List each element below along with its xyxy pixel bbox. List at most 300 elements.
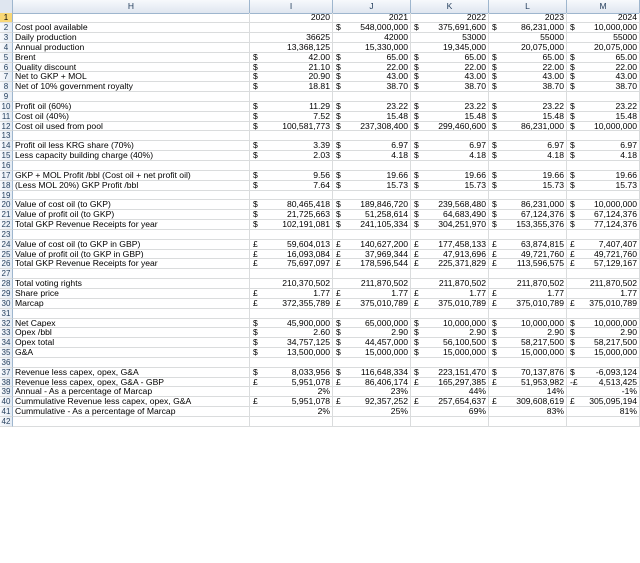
row-header[interactable]: 11 [0,112,13,122]
value-cell[interactable] [411,279,489,289]
value-cell[interactable] [250,319,333,329]
row-label-cell[interactable]: Revenue less capex, opex, G&A - GBP [13,378,250,388]
row-label-cell[interactable]: Revenue less capex, opex, G&A [13,368,250,378]
value-cell[interactable] [411,33,489,43]
value-cell[interactable] [333,289,411,299]
value-cell[interactable] [489,407,567,417]
value-cell[interactable] [489,122,567,132]
value-cell[interactable] [411,338,489,348]
value-cell[interactable] [411,368,489,378]
row-label-cell[interactable] [13,309,250,319]
value-cell[interactable] [567,200,640,210]
value-cell[interactable] [411,309,489,319]
row-header[interactable]: 42 [0,417,13,427]
value-cell[interactable] [489,368,567,378]
row-header[interactable]: 33 [0,328,13,338]
value-cell[interactable] [411,53,489,63]
value-cell[interactable] [567,240,640,250]
row-label-cell[interactable] [13,230,250,240]
value-cell[interactable] [250,407,333,417]
row-label-cell[interactable] [13,131,250,141]
row-header[interactable]: 31 [0,309,13,319]
value-cell[interactable] [567,309,640,319]
row-header[interactable]: 21 [0,210,13,220]
value-cell[interactable] [250,397,333,407]
value-cell[interactable] [489,397,567,407]
value-cell[interactable] [567,328,640,338]
row-header[interactable]: 15 [0,151,13,161]
value-cell[interactable] [411,151,489,161]
value-cell[interactable] [250,240,333,250]
value-cell[interactable] [489,82,567,92]
value-cell[interactable] [411,230,489,240]
value-cell[interactable] [411,417,489,427]
value-cell[interactable] [567,210,640,220]
row-label-cell[interactable]: Marcap [13,299,250,309]
row-header[interactable]: 39 [0,387,13,397]
value-cell[interactable] [333,387,411,397]
value-cell[interactable] [489,289,567,299]
row-header[interactable]: 38 [0,378,13,388]
value-cell[interactable] [250,210,333,220]
value-cell[interactable] [250,92,333,102]
value-cell[interactable] [489,151,567,161]
value-cell[interactable] [489,309,567,319]
value-cell[interactable] [411,122,489,132]
value-cell[interactable] [567,230,640,240]
row-label-cell[interactable]: Opex /bbl [13,328,250,338]
row-header[interactable]: 24 [0,240,13,250]
value-cell[interactable] [489,358,567,368]
value-cell[interactable] [411,250,489,260]
value-cell[interactable] [411,378,489,388]
row-label-cell[interactable]: Net of 10% government royalty [13,82,250,92]
value-cell[interactable] [411,200,489,210]
value-cell[interactable] [567,131,640,141]
value-cell[interactable] [489,417,567,427]
value-cell[interactable] [333,358,411,368]
value-cell[interactable] [250,191,333,201]
row-header[interactable]: 26 [0,259,13,269]
value-cell[interactable] [411,328,489,338]
value-cell[interactable] [333,92,411,102]
value-cell[interactable] [250,63,333,73]
value-cell[interactable] [250,131,333,141]
row-header[interactable]: 3 [0,33,13,43]
value-cell[interactable] [333,191,411,201]
row-label-cell[interactable]: Quality discount [13,63,250,73]
value-cell[interactable] [333,269,411,279]
value-cell[interactable] [411,269,489,279]
row-header[interactable]: 35 [0,348,13,358]
value-cell[interactable] [411,131,489,141]
value-cell[interactable] [489,210,567,220]
value-cell[interactable] [567,72,640,82]
value-cell[interactable] [567,407,640,417]
value-cell[interactable] [567,161,640,171]
row-header[interactable]: 6 [0,63,13,73]
value-cell[interactable] [489,328,567,338]
value-cell[interactable] [411,181,489,191]
value-cell[interactable] [333,279,411,289]
value-cell[interactable] [411,348,489,358]
value-cell[interactable] [250,112,333,122]
column-header-M[interactable]: M [567,0,640,13]
value-cell[interactable] [250,417,333,427]
value-cell[interactable] [411,102,489,112]
value-cell[interactable] [333,151,411,161]
row-label-cell[interactable]: Total GKP Revenue Receipts for year [13,259,250,269]
value-cell[interactable] [489,348,567,358]
row-label-cell[interactable]: Annual production [13,43,250,53]
row-label-cell[interactable]: Value of profit oil (to GKP) [13,210,250,220]
value-cell[interactable] [489,250,567,260]
value-cell[interactable] [333,141,411,151]
value-cell[interactable] [250,269,333,279]
value-cell[interactable] [333,259,411,269]
value-cell[interactable] [411,63,489,73]
value-cell[interactable] [489,171,567,181]
value-cell[interactable] [489,63,567,73]
value-cell[interactable] [411,289,489,299]
value-cell[interactable] [567,171,640,181]
value-cell[interactable] [333,63,411,73]
column-header-H[interactable]: H [13,0,250,13]
value-cell[interactable] [333,122,411,132]
value-cell[interactable] [567,13,640,23]
column-header-K[interactable]: K [411,0,489,13]
value-cell[interactable] [333,407,411,417]
value-cell[interactable] [567,220,640,230]
row-header[interactable]: 2 [0,23,13,33]
value-cell[interactable] [250,348,333,358]
value-cell[interactable] [411,387,489,397]
row-header[interactable]: 1 [0,13,13,23]
value-cell[interactable] [333,378,411,388]
value-cell[interactable] [567,43,640,53]
value-cell[interactable] [250,279,333,289]
value-cell[interactable] [250,368,333,378]
value-cell[interactable] [567,181,640,191]
value-cell[interactable] [411,299,489,309]
value-cell[interactable] [567,417,640,427]
row-label-cell[interactable]: Cummulative - As a percentage of Marcap [13,407,250,417]
value-cell[interactable] [411,220,489,230]
value-cell[interactable] [411,13,489,23]
value-cell[interactable] [567,92,640,102]
value-cell[interactable] [489,240,567,250]
row-label-cell[interactable]: G&A [13,348,250,358]
value-cell[interactable] [333,299,411,309]
value-cell[interactable] [411,240,489,250]
value-cell[interactable] [411,23,489,33]
row-header[interactable]: 40 [0,397,13,407]
row-label-cell[interactable] [13,92,250,102]
column-header-I[interactable]: I [250,0,333,13]
value-cell[interactable] [411,141,489,151]
row-label-cell[interactable] [13,161,250,171]
value-cell[interactable] [333,319,411,329]
row-label-cell[interactable]: Total GKP Revenue Receipts for year [13,220,250,230]
value-cell[interactable] [250,309,333,319]
value-cell[interactable] [567,299,640,309]
value-cell[interactable] [489,319,567,329]
column-header-L[interactable]: L [489,0,567,13]
value-cell[interactable] [333,102,411,112]
value-cell[interactable] [489,299,567,309]
row-header[interactable]: 20 [0,200,13,210]
row-header[interactable]: 17 [0,171,13,181]
value-cell[interactable] [333,43,411,53]
value-cell[interactable] [567,122,640,132]
value-cell[interactable] [489,161,567,171]
row-header[interactable]: 19 [0,191,13,201]
value-cell[interactable] [567,23,640,33]
value-cell[interactable] [489,230,567,240]
value-cell[interactable] [567,112,640,122]
value-cell[interactable] [567,141,640,151]
value-cell[interactable] [567,279,640,289]
value-cell[interactable] [489,72,567,82]
value-cell[interactable] [567,348,640,358]
value-cell[interactable] [567,358,640,368]
value-cell[interactable] [333,112,411,122]
value-cell[interactable] [250,230,333,240]
value-cell[interactable] [411,171,489,181]
value-cell[interactable] [333,200,411,210]
row-label-cell[interactable]: (Less MOL 20%) GKP Profit /bbl [13,181,250,191]
value-cell[interactable] [250,141,333,151]
value-cell[interactable] [567,53,640,63]
value-cell[interactable] [333,240,411,250]
row-label-cell[interactable]: Opex total [13,338,250,348]
row-header[interactable]: 14 [0,141,13,151]
row-label-cell[interactable]: Share price [13,289,250,299]
row-header[interactable]: 27 [0,269,13,279]
value-cell[interactable] [250,151,333,161]
value-cell[interactable] [489,181,567,191]
value-cell[interactable] [411,112,489,122]
value-cell[interactable] [567,259,640,269]
row-label-cell[interactable] [13,358,250,368]
row-label-cell[interactable]: Profit oil (60%) [13,102,250,112]
value-cell[interactable] [489,141,567,151]
value-cell[interactable] [411,397,489,407]
value-cell[interactable] [411,43,489,53]
value-cell[interactable] [250,82,333,92]
value-cell[interactable] [250,72,333,82]
row-header[interactable]: 23 [0,230,13,240]
select-all-corner[interactable] [0,0,13,13]
value-cell[interactable] [250,171,333,181]
value-cell[interactable] [489,102,567,112]
value-cell[interactable] [489,279,567,289]
row-label-cell[interactable]: Value of cost oil (to GKP) [13,200,250,210]
row-label-cell[interactable]: Profit oil less KRG share (70%) [13,141,250,151]
value-cell[interactable] [250,13,333,23]
value-cell[interactable] [489,191,567,201]
value-cell[interactable] [489,23,567,33]
value-cell[interactable] [250,250,333,260]
value-cell[interactable] [333,348,411,358]
value-cell[interactable] [567,319,640,329]
value-cell[interactable] [333,220,411,230]
value-cell[interactable] [489,43,567,53]
row-header[interactable]: 5 [0,53,13,63]
value-cell[interactable] [333,171,411,181]
value-cell[interactable] [489,112,567,122]
row-header[interactable]: 32 [0,319,13,329]
value-cell[interactable] [250,289,333,299]
value-cell[interactable] [250,328,333,338]
value-cell[interactable] [250,200,333,210]
value-cell[interactable] [333,417,411,427]
row-header[interactable]: 10 [0,102,13,112]
value-cell[interactable] [333,230,411,240]
value-cell[interactable] [411,191,489,201]
row-label-cell[interactable] [13,13,250,23]
value-cell[interactable] [567,338,640,348]
value-cell[interactable] [567,82,640,92]
row-header[interactable]: 8 [0,82,13,92]
row-label-cell[interactable]: Value of cost oil (to GKP in GBP) [13,240,250,250]
value-cell[interactable] [411,319,489,329]
value-cell[interactable] [333,131,411,141]
value-cell[interactable] [567,378,640,388]
value-cell[interactable] [567,368,640,378]
value-cell[interactable] [567,397,640,407]
value-cell[interactable] [489,269,567,279]
value-cell[interactable] [411,82,489,92]
value-cell[interactable] [411,358,489,368]
value-cell[interactable] [250,23,333,33]
value-cell[interactable] [567,269,640,279]
value-cell[interactable] [333,72,411,82]
value-cell[interactable] [333,82,411,92]
row-header[interactable]: 4 [0,43,13,53]
row-label-cell[interactable]: Cummulative Revenue less capex, opex, G&A [13,397,250,407]
row-label-cell[interactable]: Cost oil (40%) [13,112,250,122]
value-cell[interactable] [333,397,411,407]
value-cell[interactable] [333,309,411,319]
value-cell[interactable] [489,338,567,348]
value-cell[interactable] [567,289,640,299]
value-cell[interactable] [250,299,333,309]
value-cell[interactable] [489,13,567,23]
row-label-cell[interactable]: Brent [13,53,250,63]
value-cell[interactable] [567,33,640,43]
row-label-cell[interactable]: Total voting rights [13,279,250,289]
value-cell[interactable] [489,387,567,397]
value-cell[interactable] [411,92,489,102]
row-label-cell[interactable]: Net Capex [13,319,250,329]
value-cell[interactable] [250,358,333,368]
value-cell[interactable] [250,338,333,348]
row-header[interactable]: 22 [0,220,13,230]
value-cell[interactable] [333,210,411,220]
value-cell[interactable] [250,387,333,397]
row-label-cell[interactable] [13,191,250,201]
value-cell[interactable] [411,72,489,82]
row-label-cell[interactable]: Cost oil used from pool [13,122,250,132]
value-cell[interactable] [250,161,333,171]
row-header[interactable]: 29 [0,289,13,299]
value-cell[interactable] [411,210,489,220]
row-label-cell[interactable]: Net to GKP + MOL [13,72,250,82]
row-header[interactable]: 12 [0,122,13,132]
value-cell[interactable] [567,387,640,397]
value-cell[interactable] [250,102,333,112]
row-label-cell[interactable]: Less capacity building charge (40%) [13,151,250,161]
row-header[interactable]: 16 [0,161,13,171]
row-label-cell[interactable]: Annual - As a percentage of Marcap [13,387,250,397]
row-header[interactable]: 13 [0,131,13,141]
value-cell[interactable] [250,259,333,269]
value-cell[interactable] [250,122,333,132]
value-cell[interactable] [250,43,333,53]
value-cell[interactable] [333,250,411,260]
value-cell[interactable] [333,161,411,171]
row-header[interactable]: 7 [0,72,13,82]
value-cell[interactable] [333,33,411,43]
value-cell[interactable] [250,53,333,63]
value-cell[interactable] [489,220,567,230]
value-cell[interactable] [250,220,333,230]
value-cell[interactable] [567,102,640,112]
value-cell[interactable] [411,161,489,171]
value-cell[interactable] [567,63,640,73]
row-header[interactable]: 25 [0,250,13,260]
row-label-cell[interactable] [13,269,250,279]
value-cell[interactable] [250,33,333,43]
value-cell[interactable] [333,368,411,378]
value-cell[interactable] [567,250,640,260]
value-cell[interactable] [250,181,333,191]
column-header-J[interactable]: J [333,0,411,13]
row-label-cell[interactable]: Cost pool available [13,23,250,33]
value-cell[interactable] [489,92,567,102]
value-cell[interactable] [333,13,411,23]
value-cell[interactable] [333,338,411,348]
value-cell[interactable] [567,151,640,161]
row-header[interactable]: 30 [0,299,13,309]
row-header[interactable]: 37 [0,368,13,378]
value-cell[interactable] [489,33,567,43]
value-cell[interactable] [250,378,333,388]
row-header[interactable]: 41 [0,407,13,417]
row-label-cell[interactable]: GKP + MOL Profit /bbl (Cost oil + net profit oil) [13,171,250,181]
value-cell[interactable] [489,53,567,63]
value-cell[interactable] [333,53,411,63]
value-cell[interactable] [333,23,411,33]
value-cell[interactable] [489,378,567,388]
row-header[interactable]: 18 [0,181,13,191]
value-cell[interactable] [333,328,411,338]
row-header[interactable]: 28 [0,279,13,289]
value-cell[interactable] [411,259,489,269]
row-label-cell[interactable]: Value of profit oil (to GKP in GBP) [13,250,250,260]
value-cell[interactable] [489,259,567,269]
value-cell[interactable] [567,191,640,201]
value-cell[interactable] [489,131,567,141]
value-cell[interactable] [411,407,489,417]
row-label-cell[interactable] [13,417,250,427]
row-label-cell[interactable]: Daily production [13,33,250,43]
value-cell[interactable] [333,181,411,191]
row-header[interactable]: 36 [0,358,13,368]
row-header[interactable]: 9 [0,92,13,102]
row-header[interactable]: 34 [0,338,13,348]
